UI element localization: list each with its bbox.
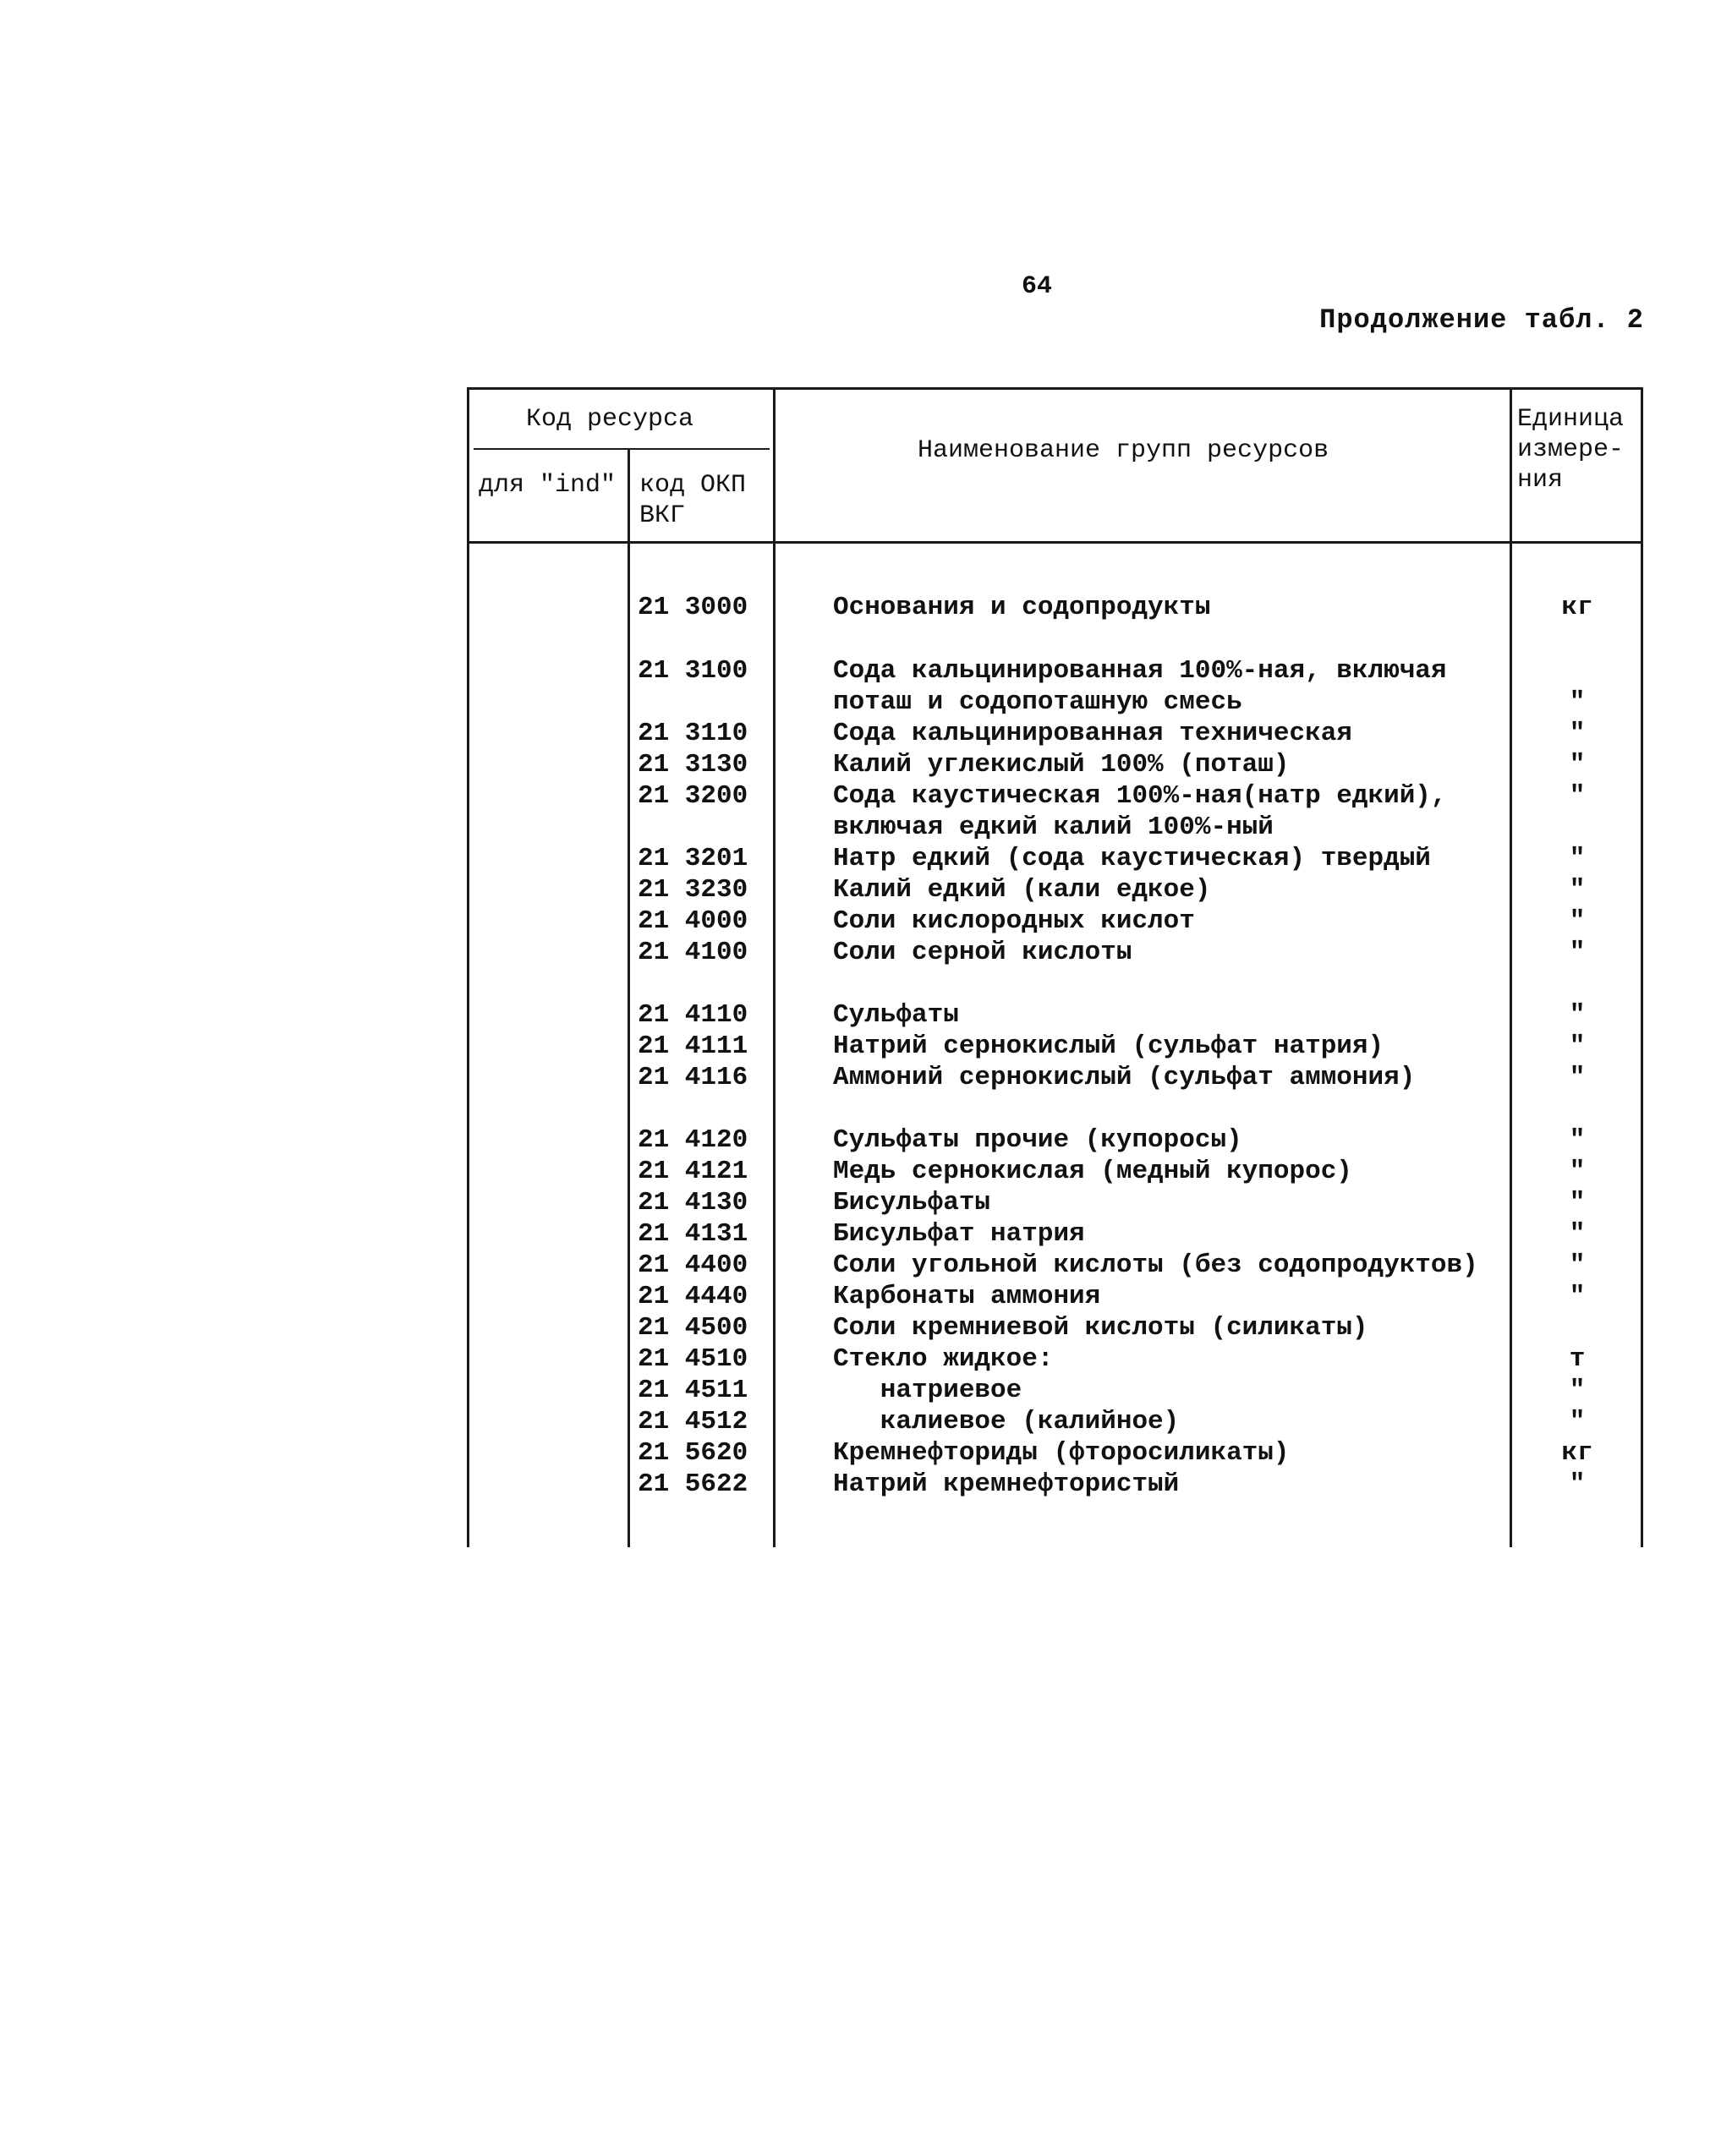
table-row [0,1406,1732,1437]
table-row [0,1375,1732,1406]
resource-name: Сода кальцинированная техническая [833,719,1352,748]
resource-code: 21 4440 [638,1282,748,1311]
table-row [0,1125,1732,1156]
resource-code: 21 4111 [638,1031,748,1061]
resource-name: Натр едкий (сода каустическая) твердый [833,844,1431,873]
table-row [0,843,1732,874]
resource-name: Натрий кремнефтористый [833,1469,1180,1499]
resource-code: 21 5620 [638,1438,748,1468]
resource-name: Сода кальцинированная 100%-ная, включая [833,656,1447,686]
table-row [0,780,1732,812]
unit-of-measure: кг [1561,1438,1593,1468]
unit-of-measure: " [1569,1376,1586,1405]
table-row [0,1281,1732,1312]
unit-of-measure: т [1569,1344,1586,1374]
table-row [0,1437,1732,1469]
resource-name: Стекло жидкое: [833,1344,1054,1374]
page-number: 64 [1022,272,1053,301]
header-unit-1: Единица [1517,405,1625,434]
unit-of-measure: " [1569,1188,1586,1218]
resource-code: 21 4120 [638,1125,748,1155]
unit-of-measure: " [1569,1063,1586,1092]
table-continuation-caption: Продолжение табл. 2 [1319,304,1644,336]
resource-name: Соли кислородных кислот [833,906,1195,936]
resource-name: Сода каустическая 100%-ная(натр едкий), [833,781,1447,811]
resource-name: Бисульфаты [833,1188,991,1218]
table-row [0,592,1732,623]
code-subheader-rule [474,448,770,450]
table-row [0,874,1732,906]
unit-of-measure: кг [1561,593,1593,622]
resource-code: 21 3230 [638,875,748,905]
unit-of-measure: " [1569,1469,1586,1499]
unit-of-measure: " [1569,1250,1586,1280]
unit-of-measure: " [1569,687,1586,717]
resource-code: 21 4000 [638,906,748,936]
resource-name: Калий едкий (кали едкое) [833,875,1211,905]
resource-code: 21 5622 [638,1469,748,1499]
unit-of-measure: " [1569,875,1586,905]
header-okp-code: код ОКП [639,471,747,500]
resource-code: 21 3100 [638,656,748,686]
table-row [0,749,1732,780]
resource-code: 21 3110 [638,719,748,748]
resource-name: Соли угольной кислоты (без содопродуктов) [833,1250,1478,1280]
resource-code: 21 4510 [638,1344,748,1374]
header-unit-3: ния [1517,466,1564,495]
resource-name: Сульфаты прочие (купоросы) [833,1125,1242,1155]
unit-of-measure: " [1569,1407,1586,1436]
table-row [0,1312,1732,1343]
table-row [0,1062,1732,1093]
table-row [0,937,1732,968]
resource-name: Соли серной кислоты [833,938,1132,967]
unit-of-measure: " [1569,719,1586,748]
resource-code: 21 3201 [638,844,748,873]
unit-of-measure: " [1569,906,1586,936]
table-row [0,1156,1732,1187]
resource-code: 21 4512 [638,1407,748,1436]
resource-name: включая едкий калий 100%-ный [833,813,1274,842]
unit-of-measure: " [1569,1157,1586,1186]
table-row [0,1469,1732,1500]
resource-name: Основания и содопродукты [833,593,1211,622]
table-row [0,718,1732,749]
header-okp-code-2: ВКГ [639,501,686,530]
resource-name: Натрий сернокислый (сульфат натрия) [833,1031,1384,1061]
resource-name: поташ и содопоташную смесь [833,687,1242,717]
unit-of-measure: " [1569,1282,1586,1311]
header-group-name: Наименование групп ресурсов [918,436,1329,465]
resource-code: 21 3000 [638,593,748,622]
table-row [0,1031,1732,1062]
resource-name: Кремнефториды (фторосиликаты) [833,1438,1290,1468]
table-row [0,1250,1732,1281]
resource-name: Калий углекислый 100% (поташ) [833,750,1290,780]
table-row [0,906,1732,937]
resource-code: 21 4100 [638,938,748,967]
table-row [0,655,1732,687]
table-row [0,1218,1732,1250]
unit-of-measure: " [1569,750,1586,780]
resource-code: 21 3130 [638,750,748,780]
resource-name: Бисульфат натрия [833,1219,1085,1249]
table-row [0,812,1732,843]
resource-code: 21 4121 [638,1157,748,1186]
resource-name: Аммоний сернокислый (сульфат аммония) [833,1063,1416,1092]
header-resource-code: Код ресурса [526,405,694,434]
unit-of-measure: " [1569,1031,1586,1061]
unit-of-measure: " [1569,1219,1586,1249]
table-row [0,687,1732,718]
resource-name: калиевое (калийное) [833,1407,1180,1436]
resource-code: 21 4400 [638,1250,748,1280]
resource-code: 21 4116 [638,1063,748,1092]
unit-of-measure: " [1569,1125,1586,1155]
resource-code: 21 4511 [638,1376,748,1405]
table-row [0,1187,1732,1218]
header-bottom-rule [467,541,1643,544]
resource-code: 21 4500 [638,1313,748,1343]
table-top-border [467,387,1643,390]
unit-of-measure: " [1569,844,1586,873]
unit-of-measure: " [1569,1000,1586,1030]
header-for-ind: для "ind" [479,471,617,500]
resource-name: Медь сернокислая (медный купорос) [833,1157,1352,1186]
resource-code: 21 4131 [638,1219,748,1249]
unit-of-measure: " [1569,781,1586,811]
header-unit-2: измере- [1517,435,1625,464]
resource-code: 21 4110 [638,1000,748,1030]
unit-of-measure: " [1569,938,1586,967]
resource-name: Карбонаты аммония [833,1282,1101,1311]
resource-name: Соли кремниевой кислоты (силикаты) [833,1313,1368,1343]
table-row [0,999,1732,1031]
resource-name: Сульфаты [833,1000,959,1030]
resource-code: 21 3200 [638,781,748,811]
resource-name: натриевое [833,1376,1022,1405]
resource-code: 21 4130 [638,1188,748,1218]
table-row [0,1343,1732,1375]
